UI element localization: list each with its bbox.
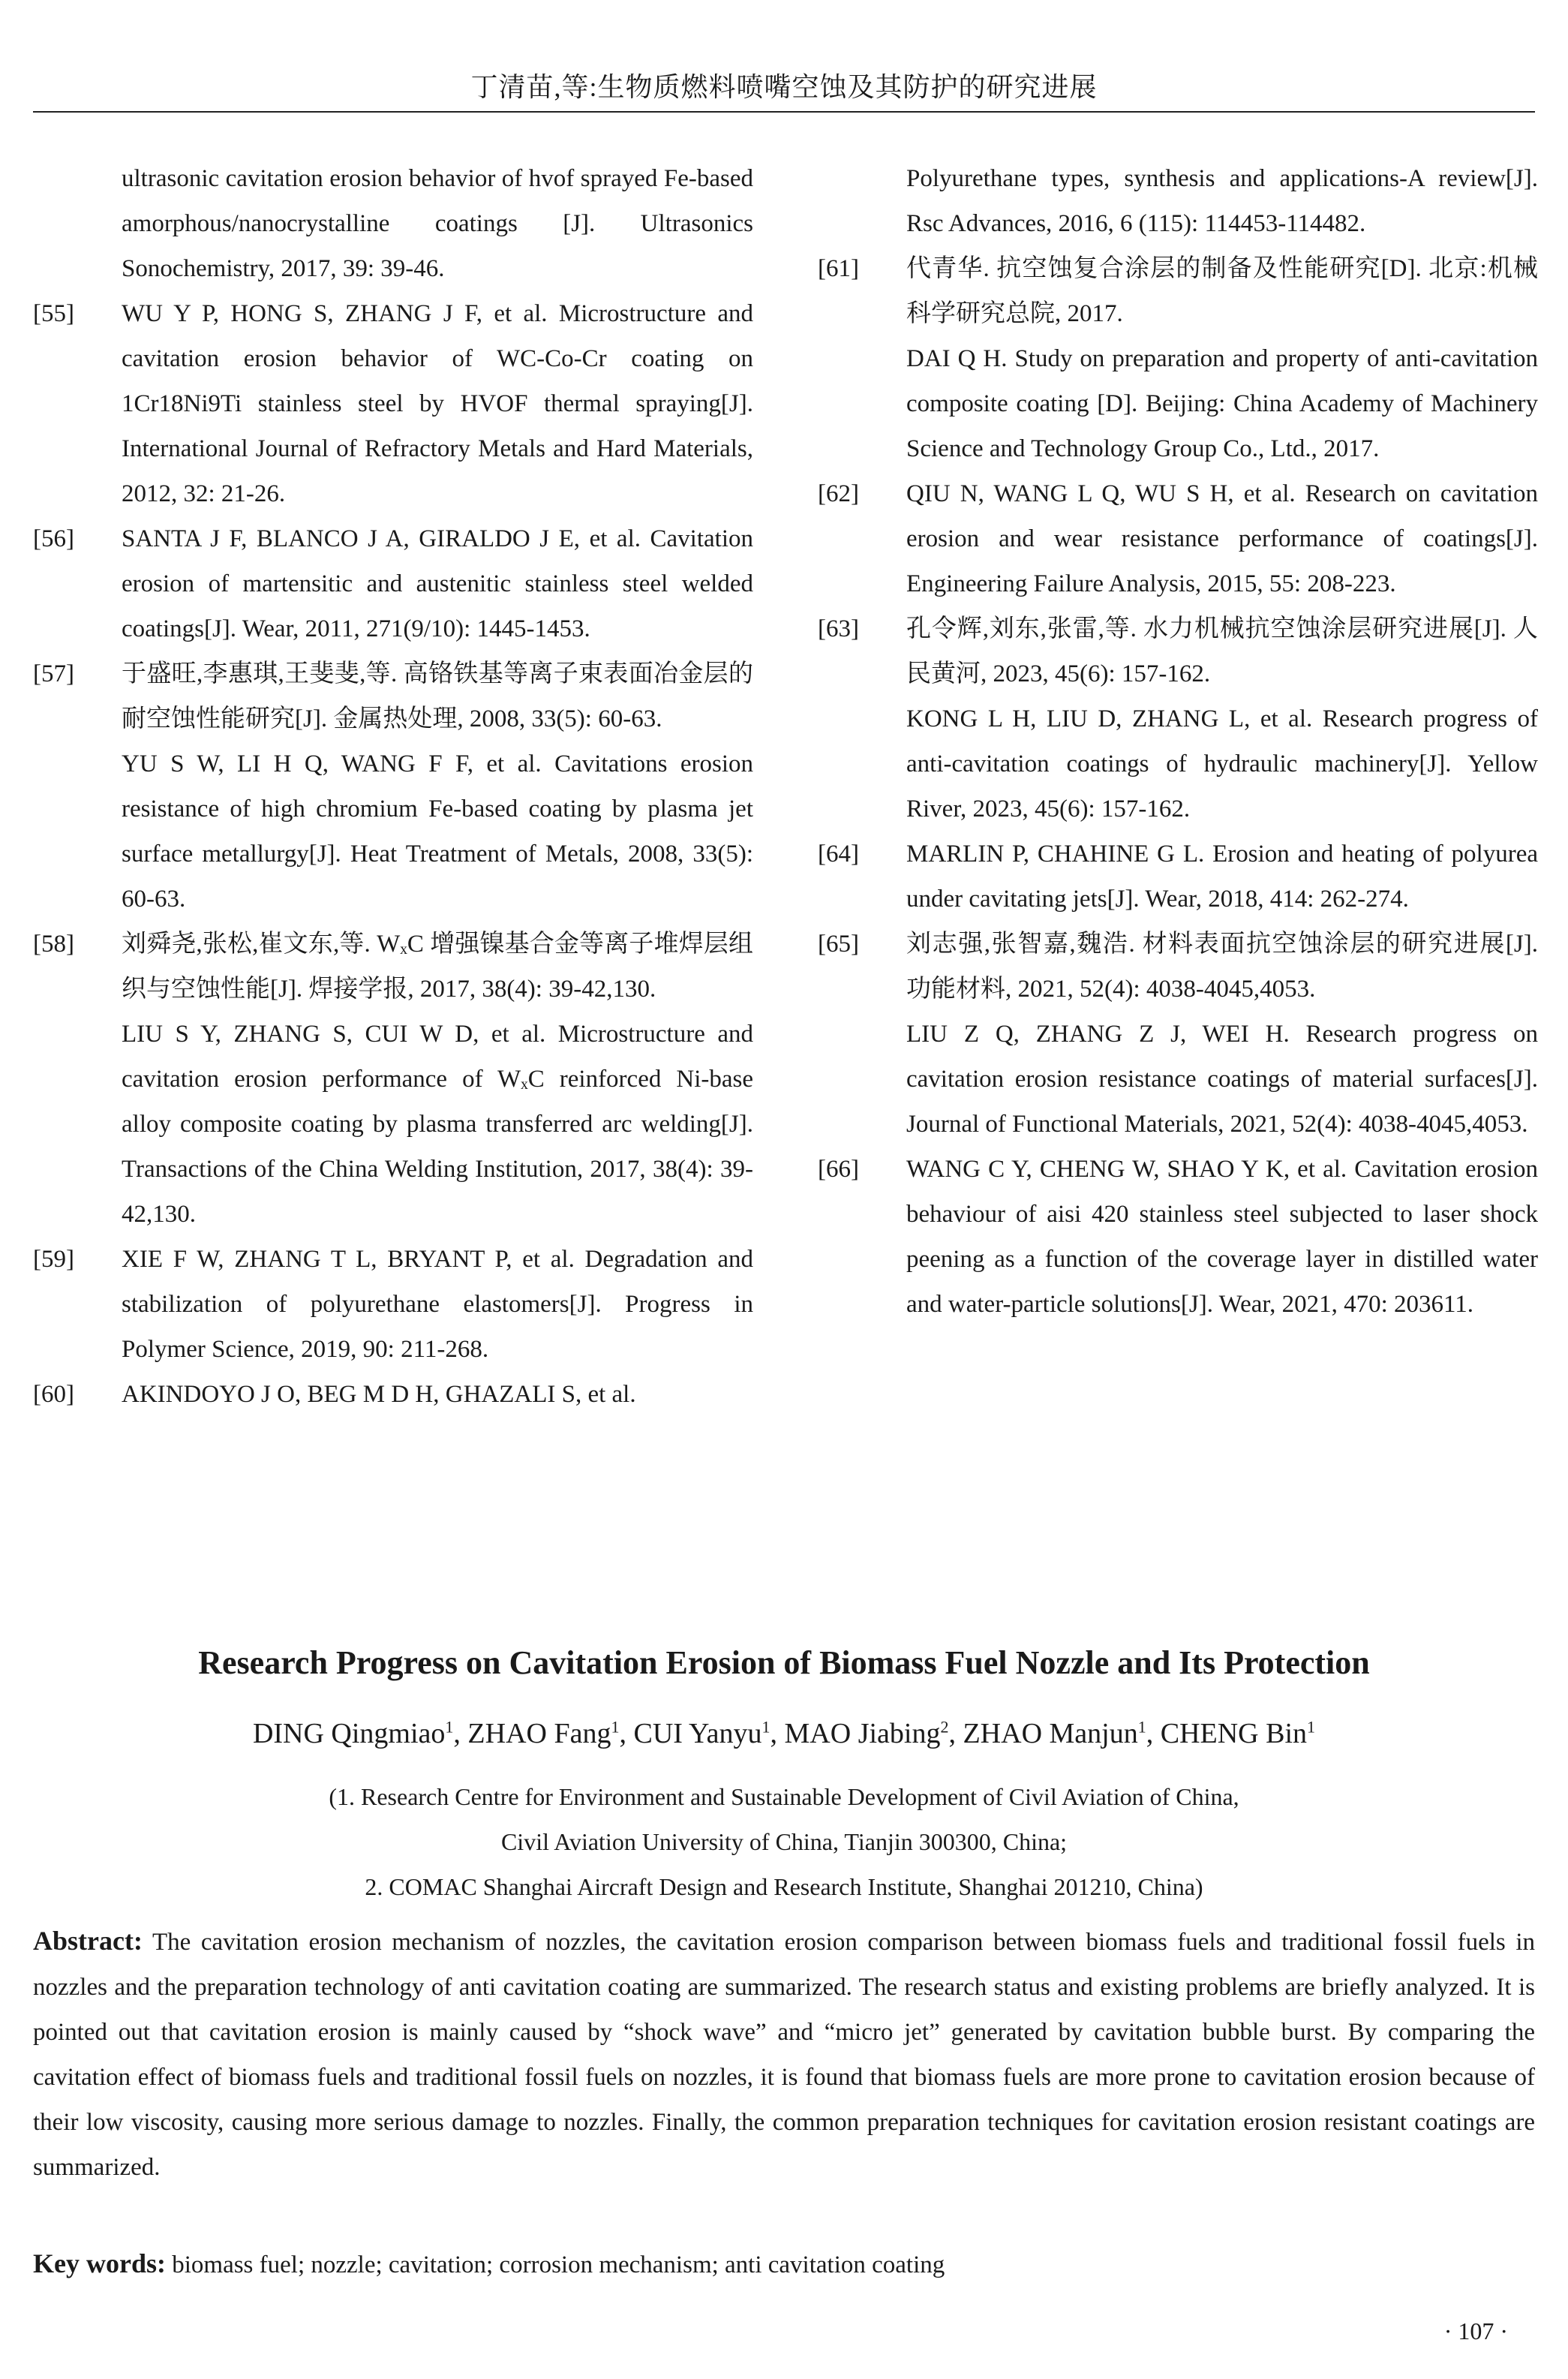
reference-number: [62] bbox=[818, 480, 859, 507]
reference-number: [65] bbox=[818, 931, 859, 958]
author-name: ZHAO Manjun bbox=[963, 1718, 1138, 1749]
reference-number: [61] bbox=[818, 255, 859, 282]
reference-entry bbox=[818, 922, 1538, 1147]
reference-text: AKINDOYO J O, BEG M D H, GHAZALI S, et al. bbox=[122, 1381, 636, 1408]
reference-entry bbox=[818, 156, 1538, 246]
reference-entry bbox=[33, 516, 753, 651]
author bbox=[1161, 1718, 1315, 1749]
reference-text: WANG C Y, CHENG W, SHAO Y K, et al. Cavitation erosion behaviour of aisi 420 stainless steel subjected to laser shock peening as a function of the coverage layer in distilled water and water-particle solutions[J]. Wear, 2021, 470: 203611. bbox=[906, 1156, 1538, 1318]
author bbox=[785, 1718, 949, 1749]
reference-body bbox=[906, 471, 1538, 606]
author-name: ZHAO Fang bbox=[467, 1718, 611, 1749]
reference-entry bbox=[33, 922, 753, 1237]
reference-body bbox=[906, 246, 1538, 471]
reference-entry bbox=[818, 832, 1538, 922]
author bbox=[467, 1718, 619, 1749]
author-affiliation-mark: 1 bbox=[1307, 1717, 1316, 1737]
abstract-text: The cavitation erosion mechanism of nozzles, the cavitation erosion comparison between biomass fuels and traditional fossil fuels in nozzles and the preparation technology of anti cavitation coating are summarized. The research status and existing problems are briefly analyzed. It is pointed out that cavitation erosion is mainly caused by “shock wave” and “micro jet” generated by cavitation bubble burst. By comparing the cavitation effect of biomass fuels and traditional fossil fuels on nozzles, it is found that biomass fuels are more prone to cavitation erosion because of their low viscosity, causing more serious damage to nozzles. Finally, the common preparation techniques for cavitation erosion resistant coatings are summarized. bbox=[33, 1929, 1535, 2181]
reference-number: [55] bbox=[33, 300, 74, 327]
reference-body bbox=[906, 922, 1538, 1147]
reference-body bbox=[122, 1372, 753, 1417]
reference-body bbox=[122, 651, 753, 922]
reference-number: [58] bbox=[33, 931, 74, 958]
reference-text: Polyurethane types, synthesis and applications-A review[J]. Rsc Advances, 2016, 6 (115): 114453-114482. bbox=[906, 165, 1538, 237]
reference-number: [64] bbox=[818, 841, 859, 868]
author-list: DING Qingmiao$^1$, ZHAO Fang$^1$, CUI Yanyu$^1$, MAO Jiabing$^2$, ZHAO Manjun$^1$, CHENG Bin$^1$ bbox=[252, 1717, 1316, 1749]
reference-body bbox=[122, 156, 753, 291]
references-right-column bbox=[818, 156, 1538, 1327]
reference-entry bbox=[33, 291, 753, 516]
reference-entry bbox=[33, 651, 753, 922]
reference-body bbox=[122, 291, 753, 516]
reference-entry bbox=[818, 471, 1538, 606]
references-left-column bbox=[33, 156, 753, 1417]
keywords bbox=[33, 2241, 1535, 2287]
reference-text: 代青华. 抗空蚀复合涂层的制备及性能研究[D]. 北京:机械科学研究总院, 2017. bbox=[906, 255, 1538, 327]
keywords-text: biomass fuel; nozzle; cavitation; corrosion mechanism; anti cavitation coating bbox=[172, 2251, 945, 2278]
author bbox=[963, 1718, 1146, 1749]
page-number: · 107 · bbox=[1443, 2317, 1508, 2344]
author-affiliation-mark: 1 bbox=[445, 1717, 454, 1737]
reference-body bbox=[122, 922, 753, 1237]
english-title: Research Progress on Cavitation Erosion of Biomass Fuel Nozzle and Its Protection bbox=[198, 1644, 1370, 1681]
author-affiliation-mark: 1 bbox=[611, 1717, 620, 1737]
reference-body bbox=[906, 156, 1538, 246]
reference-entry bbox=[818, 606, 1538, 832]
reference-text: XIE F W, ZHANG T L, BRYANT P, et al. Degradation and stabilization of polyurethane elastomers[J]. Progress in Polymer Science, 2019, 90: 211-268. bbox=[122, 1246, 753, 1363]
affiliation-line: Civil Aviation University of China, Tianjin 300300, China; bbox=[500, 1828, 1068, 1855]
reference-text: 刘舜尧,张松,崔文东,等. WₓC 增强镍基合金等离子堆焊层组织与空蚀性能[J]. 焊接学报, 2017, 38(4): 39-42,130. bbox=[122, 931, 753, 1003]
reference-text: 于盛旺,李惠琪,王斐斐,等. 高铬铁基等离子束表面冶金层的耐空蚀性能研究[J]. 金属热处理, 2008, 33(5): 60-63. bbox=[122, 660, 753, 732]
affiliation-line: 2. COMAC Shanghai Aircraft Design and Research Institute, Shanghai 201210, China) bbox=[365, 1873, 1203, 1900]
reference-number: [59] bbox=[33, 1246, 74, 1273]
reference-text: WU Y P, HONG S, ZHANG J F, et al. Microstructure and cavitation erosion behavior of WC-Co-Cr coating on 1Cr18Ni9Ti stainless steel by HVOF thermal spraying[J]. International Journal of Refractory Metals and Hard Materials, 2012, 32: 21-26. bbox=[122, 300, 753, 507]
reference-entry bbox=[818, 246, 1538, 471]
reference-number: [60] bbox=[33, 1381, 74, 1408]
author-affiliation-mark: 1 bbox=[761, 1717, 770, 1737]
running-header: 丁清苗,等:生物质燃料喷嘴空蚀及其防护的研究进展 bbox=[470, 72, 1098, 102]
keywords-label: Key words: bbox=[33, 2248, 166, 2278]
reference-entry bbox=[33, 1237, 753, 1372]
author-name: CHENG Bin bbox=[1160, 1718, 1308, 1749]
reference-text: YU S W, LI H Q, WANG F F, et al. Cavitations erosion resistance of high chromium Fe-based coating by plasma jet surface metallurgy[J]. Heat Treatment of Metals, 2008, 33(5): 60-63. bbox=[122, 750, 753, 913]
abstract-label: Abstract: bbox=[33, 1926, 143, 1956]
reference-body bbox=[906, 832, 1538, 922]
author-name: MAO Jiabing bbox=[784, 1718, 941, 1749]
reference-text: ultrasonic cavitation erosion behavior of hvof sprayed Fe-based amorphous/nanocrystalline coatings [J]. Ultrasonics Sonochemistry, 2017, 39: 39-46. bbox=[122, 165, 753, 282]
reference-number: [63] bbox=[818, 615, 859, 642]
reference-entry bbox=[33, 1372, 753, 1417]
author-name: DING Qingmiao bbox=[252, 1718, 446, 1749]
author-name: CUI Yanyu bbox=[633, 1718, 762, 1749]
reference-body bbox=[122, 516, 753, 651]
reference-entry bbox=[818, 1147, 1538, 1327]
author-affiliation-mark: 2 bbox=[940, 1717, 949, 1737]
reference-text: MARLIN P, CHAHINE G L. Erosion and heating of polyurea under cavitating jets[J]. Wear, 2018, 414: 262-274. bbox=[906, 841, 1538, 913]
reference-text: KONG L H, LIU D, ZHANG L, et al. Research progress of anti-cavitation coatings of hydraulic machinery[J]. Yellow River, 2023, 45(6): 157-162. bbox=[906, 705, 1538, 823]
reference-body bbox=[906, 606, 1538, 832]
reference-number: [66] bbox=[818, 1156, 859, 1183]
reference-text: SANTA J F, BLANCO J A, GIRALDO J E, et al. Cavitation erosion of martensitic and austenitic stainless steel welded coatings[J]. Wear, 2011, 271(9/10): 1445-1453. bbox=[122, 525, 753, 642]
reference-text: LIU S Y, ZHANG S, CUI W D, et al. Microstructure and cavitation erosion performance of WₓC reinforced Ni-base alloy composite coating by plasma transferred arc welding[J]. Transactions of the China Welding Institution, 2017, 38(4): 39-42,130. bbox=[122, 1021, 753, 1228]
affiliation-line: (1. Research Centre for Environment and Sustainable Development of Civil Aviation of China, bbox=[329, 1783, 1239, 1810]
reference-number: [56] bbox=[33, 525, 74, 552]
reference-body bbox=[122, 1237, 753, 1372]
reference-text: 刘志强,张智嘉,魏浩. 材料表面抗空蚀涂层的研究进展[J]. 功能材料, 2021, 52(4): 4038-4045,4053. bbox=[906, 931, 1538, 1003]
author-affiliation-mark: 1 bbox=[1137, 1717, 1146, 1737]
affiliations bbox=[0, 1774, 1568, 1909]
reference-number: [57] bbox=[33, 660, 74, 687]
reference-text: 孔令辉,刘东,张雷,等. 水力机械抗空蚀涂层研究进展[J]. 人民黄河, 2023, 45(6): 157-162. bbox=[906, 615, 1538, 687]
author bbox=[253, 1718, 453, 1749]
header-divider bbox=[33, 111, 1535, 113]
reference-entry bbox=[33, 156, 753, 291]
author bbox=[633, 1718, 770, 1749]
reference-text: LIU Z Q, ZHANG Z J, WEI H. Research progress on cavitation erosion resistance coatings of material surfaces[J]. Journal of Functional Materials, 2021, 52(4): 4038-4045,4053. bbox=[906, 1021, 1538, 1138]
abstract bbox=[33, 1918, 1535, 2190]
reference-text: DAI Q H. Study on preparation and property of anti-cavitation composite coating [D]. Beijing: China Academy of Machinery Science and Technology Group Co., Ltd., 2017. bbox=[906, 345, 1538, 462]
reference-text: QIU N, WANG L Q, WU S H, et al. Research on cavitation erosion and wear resistance performance of coatings[J]. Engineering Failure Analysis, 2015, 55: 208-223. bbox=[906, 480, 1538, 597]
reference-body bbox=[906, 1147, 1538, 1327]
